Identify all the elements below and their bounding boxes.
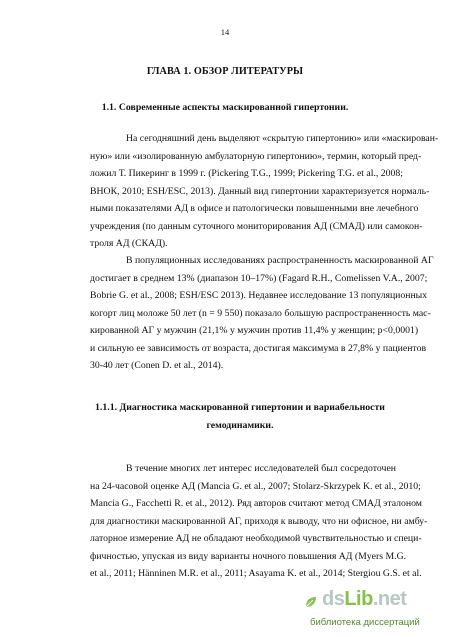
- text-line: 30-40 лет (Conen D. et al., 2014).: [90, 360, 224, 371]
- text-line: когорт лиц моложе 50 лет (n = 9 550) показало большую распространенность мас-: [90, 307, 431, 319]
- text-line: фичностью, упуская из виду варианты ночного повышения АД (Myers M.G.: [90, 550, 407, 562]
- text-line: В популяционных исследованиях распространенность маскированной АГ: [126, 255, 434, 266]
- text-line: учреждения (по данным суточного мониторирования АД (СМАД) или самокон-: [90, 220, 423, 232]
- text-line: Mancia G., Facchetti R. et al., 2012). Ряд авторов считают метод СМАД эталоном: [90, 498, 422, 509]
- subsection-title-line: 1.1.1. Диагностика маскированной гипертонии и вариабельности: [95, 402, 385, 413]
- text-line: ВНОК, 2010; ESH/ESC, 2013). Данный вид гипертонии характеризуется нормаль-: [90, 185, 430, 197]
- dslib-watermark: [300, 587, 450, 637]
- watermark-tagline: библиотека диссертаций: [310, 617, 420, 628]
- watermark-logo-ds: ds: [322, 588, 345, 610]
- paragraph-diagnostics: [90, 460, 428, 583]
- text-line: латорное измерение АД не обладают необходимой чувствительностью и специ-: [90, 533, 422, 544]
- text-line: достигает в среднем 13% (диапазон 10–17%) (Fagard R.H., Comelissen V.A., 2007;: [90, 272, 428, 284]
- paragraph-intro: [90, 130, 439, 253]
- text-line: Bobrie G. et al., 2008; ESH/ESC 2013). Недавнее исследование 13 популяционных: [90, 290, 428, 301]
- watermark-logo-net: .net: [372, 588, 407, 610]
- text-line: троля АД (СКАД).: [90, 238, 168, 249]
- text-line: на 24-часовой оценке АД (Mancia G. et al., 2007; Stolarz-Skrzypek K. et al., 2010;: [90, 480, 421, 492]
- text-line: ными показателями АД в офисе и патологически повышенными вне лечебного: [90, 203, 419, 214]
- page-number: 14: [220, 27, 230, 37]
- text-line: ную» или «изолированную амбулаторную гипертонию», термин, который пред-: [90, 150, 422, 162]
- chapter-title: ГЛАВА 1. ОБЗОР ЛИТЕРАТУРЫ: [146, 66, 304, 77]
- subsection-title-line: гемодинамики.: [206, 420, 274, 431]
- text-line: для диагностики маскированной АГ, приходя к выводу, что ни офисное, ни амбу-: [90, 515, 428, 527]
- text-line: et al., 2011; Hänninen M.R. et al., 2011; Asayama K. et al., 2014; Stergiou G.S. et al.: [90, 568, 422, 579]
- text-line: ложил Т. Пикеринг в 1999 г. (Pickering T.G., 1999; Pickering T.G. et al., 2008;: [90, 168, 403, 179]
- subsection-title: [90, 399, 390, 435]
- text-line: В течение многих лет интерес исследователей был сосредоточен: [126, 463, 396, 474]
- leaf-icon: [304, 595, 318, 609]
- watermark-logo: [322, 588, 406, 611]
- text-line: кированной АГ у мужчин (21,1% у мужчин против 11,4% у женщин; p<0,0001): [90, 325, 419, 336]
- text-line: и сильную ее зависимость от возраста, достигая максимума в 27,8% у пациентов: [90, 342, 427, 354]
- text-line: На сегодняшний день выделяют «скрытую гипертонию» или «маскирован-: [126, 133, 439, 144]
- watermark-logo-lib: Lib: [344, 588, 373, 610]
- section-title: 1.1. Современные аспекты маскированной гипертонии.: [101, 102, 349, 113]
- paragraph-prevalence: [90, 252, 434, 375]
